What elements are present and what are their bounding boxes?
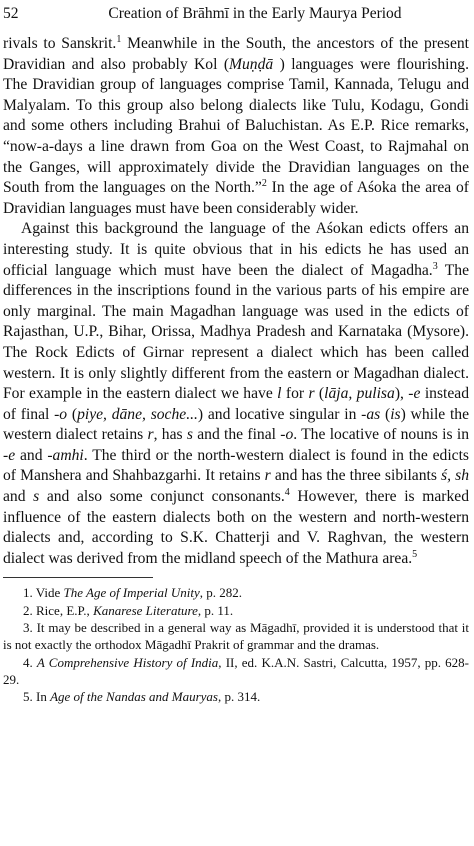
italic-span: A Comprehensive History of India bbox=[36, 654, 219, 670]
footnote-divider bbox=[3, 577, 153, 578]
text-run: Meanwhile in the South, the ancestors of the present Dravidian and also probably Kol ( bbox=[3, 35, 469, 73]
text-run: rivals to Sanskrit. bbox=[3, 35, 117, 52]
text-run: , p. 11. bbox=[197, 602, 234, 618]
text-run: 4. bbox=[23, 654, 37, 670]
text-run: for bbox=[281, 385, 309, 403]
text-run: instead of final bbox=[3, 385, 469, 423]
text-run: . The locative of nouns is in bbox=[293, 426, 469, 444]
italic-span: r bbox=[308, 385, 315, 403]
italic-span: lāja, pulisa bbox=[324, 385, 395, 403]
italic-span: s bbox=[33, 488, 40, 506]
text-run: , p. 282. bbox=[199, 585, 243, 601]
footnote-marker: 5 bbox=[412, 548, 418, 560]
italic-span: r bbox=[147, 426, 154, 444]
text-run: ( bbox=[314, 385, 325, 403]
italic-span: r bbox=[264, 467, 271, 485]
text-run: ), bbox=[394, 385, 409, 403]
footnote-marker: 3 bbox=[432, 260, 438, 272]
text-run: 2. Rice, E.P., bbox=[23, 602, 94, 618]
text-run: , II, ed. K.A.N. Sastri, Calcutta, 1957, pp. 628-29. bbox=[3, 654, 469, 687]
italic-span: l bbox=[277, 385, 282, 403]
text-run: ) languages were flourishing. The Dravidian group of languages comprise Tamil, Kannada, Telugu and Malyalam. To this group also belong dialects like Tulu, Kodagu, Gondi and some others including Brahui of Baluchistan. As E.P. Rice remarks, “now-a-days a line drawn from Goa on the West Coast, to Rajmahal on the Ganges, will approximately divide the Dravidian languages on the South from the languages on the North.” bbox=[3, 55, 469, 197]
footnote bbox=[3, 619, 469, 654]
italic-span: Age of the Nandas and Mauryas bbox=[50, 689, 218, 705]
footnote-marker: 2 bbox=[261, 177, 267, 189]
text-run: ( bbox=[67, 405, 78, 423]
footnotes bbox=[3, 584, 469, 705]
text-run: However, there is marked influence of the eastern dialects both on the western and north-western dialects and, according to S.K. Chatterji and V. Raghvan, the western dialect was derived from the midland speech of the Mathura area. bbox=[3, 488, 469, 567]
italic-span: s bbox=[186, 426, 193, 444]
footnote-marker: 4 bbox=[284, 486, 290, 498]
italic-span: -o bbox=[280, 426, 294, 444]
text-run: 5. In bbox=[23, 689, 51, 705]
text-run: . The third or the north-western dialect is found in the edicts of Manshera and Shahbazgarhi. It retains bbox=[3, 446, 470, 485]
text-run: and has the three sibilants bbox=[270, 467, 442, 485]
text-run: The differences in the inscriptions found in the various parts of his empire are only marginal. The main Magadhan language was used in the edicts of Rajasthan, U.P., Bihar, Orissa, Madhya Pradesh and Karnataka (Mysore). The Rock Edicts of Girnar represent a dialect which has been called western. It is only slightly different from the eastern or Magadhan dialect. For example in the eastern dialect we have bbox=[3, 261, 469, 403]
footnote bbox=[3, 584, 469, 601]
italic-span: piye, dāne, soche... bbox=[77, 405, 198, 423]
italic-span: Muṇḍā bbox=[229, 55, 274, 73]
italic-span: -amhi bbox=[47, 446, 84, 464]
footnote bbox=[3, 688, 469, 705]
text-run: and bbox=[3, 488, 34, 506]
text-run: , has bbox=[153, 426, 187, 444]
page-number: 52 bbox=[3, 5, 19, 22]
text-run: 1. Vide bbox=[23, 585, 64, 601]
italic-span: -e bbox=[408, 385, 421, 403]
paragraph bbox=[3, 219, 469, 569]
italic-span: -as bbox=[361, 405, 381, 423]
italic-span: The Age of Imperial Unity bbox=[63, 585, 200, 601]
text-run: and also some conjunct consonants. bbox=[39, 488, 285, 506]
text-run: and the final bbox=[192, 426, 281, 444]
italic-span: Kanarese Literature bbox=[93, 602, 198, 618]
text-run: and bbox=[15, 446, 48, 464]
running-head: Creation of Brāhmī in the Early Maurya Period bbox=[108, 5, 402, 22]
paragraph bbox=[3, 34, 469, 219]
italic-span: is bbox=[390, 405, 401, 423]
footnote-marker: 1 bbox=[116, 33, 122, 45]
text-run: , p. 314. bbox=[218, 689, 261, 705]
text-run: ( bbox=[380, 405, 391, 423]
text-run: 3. It may be described in a general way as Māgadhī, provided it is understood that it is not exactly the orthodox Māgadhī Prakrit of grammar and the dramas. bbox=[3, 620, 469, 653]
footnote bbox=[3, 654, 469, 689]
text-run: ) while the western dialect retains bbox=[3, 405, 470, 444]
text-run: ) and locative singular in bbox=[197, 405, 362, 423]
italic-span: ś, sh bbox=[441, 467, 469, 485]
page-header bbox=[3, 4, 469, 26]
body-text bbox=[3, 34, 469, 569]
text-run: Against this background the language of the Aśokan edicts offers an interesting study. It is quite obvious that in his edicts he has used an official language which must have been the dialect of Magadha. bbox=[3, 220, 469, 279]
text-run: In the age of Aśoka the area of Dravidian languages must have been considerably wider. bbox=[3, 179, 469, 217]
footnote bbox=[3, 602, 469, 619]
italic-span: -o bbox=[54, 405, 68, 423]
italic-span: -e bbox=[3, 446, 16, 464]
